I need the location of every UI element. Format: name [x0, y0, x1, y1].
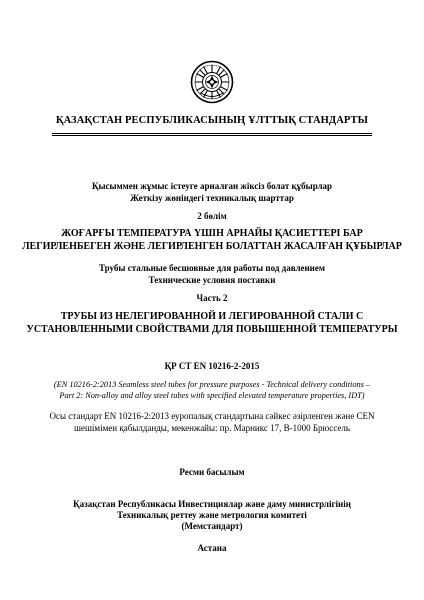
- adoption-note-line2: шешімімен қабылданды, мекенжайы: пр. Марникс 17, B-1000 Брюссель: [74, 423, 350, 433]
- english-title-line2: Part 2: Non-alloy and alloy steel tubes with specified elevated temperature properties, IDT): [59, 391, 365, 400]
- russian-subtitle-line1: ТРУБЫ ИЗ НЕЛЕГИРОВАННОЙ И ЛЕГИРОВАННОЙ СТАЛИ С: [60, 311, 364, 322]
- kazakh-part-label: 2 бөлім: [197, 211, 227, 221]
- publisher-line1: Қазақстан Республикасы Инвестициялар және даму министрлігінің: [73, 499, 351, 509]
- russian-part-label: Часть 2: [196, 293, 228, 303]
- kazakh-title-line1: Қысыммен жұмыс істеуге арналған жіксіз болат құбырлар: [91, 181, 333, 191]
- russian-subtitle-line2: УСТАНОВЛЕННЫМИ СВОЙСТВАМИ ДЛЯ ПОВЫШЕННОЙ ТЕМПЕРАТУРЫ: [26, 324, 398, 335]
- standard-designation: ҚР СТ EN 10216-2-2015: [164, 361, 260, 371]
- kazakh-title-line2: Жеткізу жөніндегі техникалық шарттар: [130, 193, 294, 203]
- official-edition-label: Ресми басылым: [179, 467, 245, 477]
- adoption-note-line1: Осы стандарт EN 10216-2:2013 еуропалық стандартына сәйкес әзірленген және CEN: [49, 411, 375, 421]
- header-rule-top: [52, 133, 372, 134]
- publisher-line2: Техникалық реттеу және метрология комитеті: [117, 510, 307, 520]
- russian-title-line1: Трубы стальные бесшовные для работы под давлением: [99, 263, 325, 273]
- header-rule-bottom: [52, 135, 372, 136]
- kazakh-subtitle-line2: ЛЕГИРЛЕНБЕГЕН ЖӘНЕ ЛЕГИРЛЕНГЕН БОЛАТТАН ЖАСАЛҒАН ҚҰБЫРЛАР: [22, 241, 402, 252]
- city-label: Астана: [197, 543, 227, 553]
- kazakh-subtitle-line1: ЖОҒАРҒЫ ТЕМПЕРАТУРА ҮШІН АРНАЙЫ ҚАСИЕТТЕРІ БАР: [61, 228, 363, 239]
- standard-title: ҚАЗАҚСТАН РЕСПУБЛИКАСЫНЫҢ ҰЛТТЫҚ СТАНДАРТЫ: [55, 115, 369, 126]
- publisher-line3: (Мемстандарт): [181, 521, 243, 531]
- state-emblem-icon: [190, 60, 234, 104]
- english-title-line1: (EN 10216-2:2013 Seamless steel tubes for pressure purposes - Technical delivery conditions –: [53, 380, 371, 389]
- russian-title-line2: Технические условия поставки: [148, 275, 276, 285]
